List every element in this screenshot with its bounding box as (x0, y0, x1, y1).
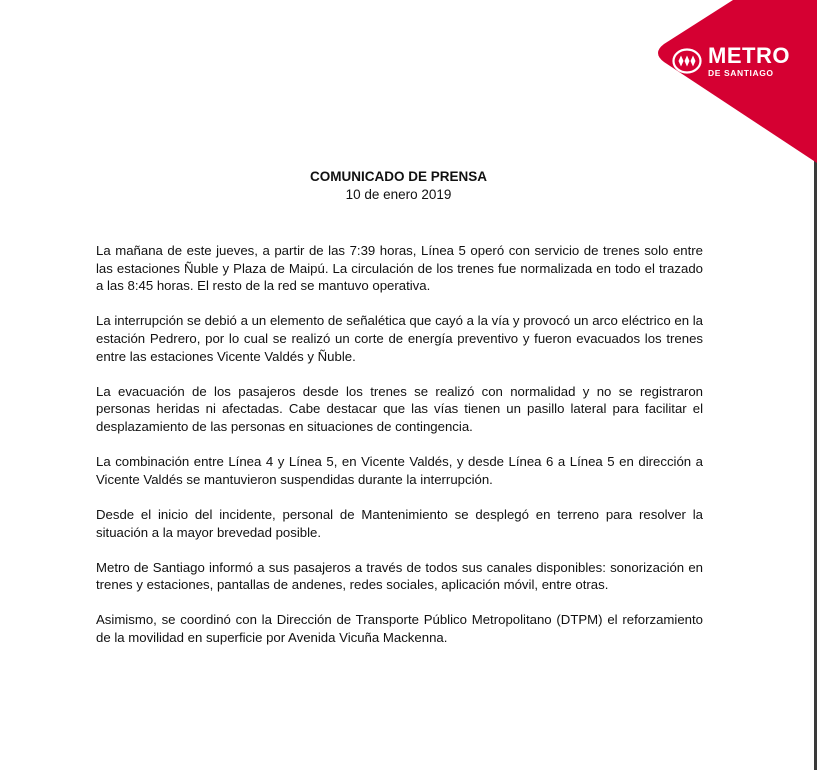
document-date: 10 de enero 2019 (345, 187, 452, 202)
logo-title: METRO (708, 42, 790, 68)
paragraph: Desde el inicio del incidente, personal de Mantenimiento se desplegó en terreno para resolver la situación a la mayor brevedad posible. (96, 506, 703, 540)
paragraph: Asimismo, se coordinó con la Dirección de Transporte Público Metropolitano (DTPM) el reforzamiento de la movilidad en superficie por Avenida Vicuña Mackenna. (96, 612, 703, 646)
brand-corner-shape (0, 0, 817, 180)
paragraph: La combinación entre Línea 4 y Línea 5, en Vicente Valdés, y desde Línea 6 a Línea 5 en dirección a Vicente Valdés se mantuvieron suspendidas durante la interrupción. (96, 454, 703, 487)
paragraph: Metro de Santiago informó a sus pasajeros a través de todos sus canales disponibles: sonorización en trenes y estaciones, pantallas de andenes, redes sociales, aplicación móvil, entre otras. (96, 559, 703, 593)
paragraph: La evacuación de los pasajeros desde los trenes se realizó con normalidad y no se registraron personas heridas ni afectadas. Cabe destacar que las vías tienen un pasillo lateral para facilitar el desplazamiento de las personas en situaciones de contingencia. (96, 383, 703, 434)
logo-subtitle: DE SANTIAGO (708, 67, 774, 78)
paragraph: La interrupción se debió a un elemento de señalética que cayó a la vía y provocó un arco eléctrico en la estación Pedrero, por lo cual se realizó un corte de energía preventivo y fueron evacuados los trenes entre las estaciones Vicente Valdés y Ñuble. (96, 313, 703, 364)
paragraph: La mañana de este jueves, a partir de las 7:39 horas, Línea 5 operó con servicio de trenes solo entre las estaciones Ñuble y Plaza de Maipú. La circulación de los trenes fue normalizada en todo el trazado a las 8:45 horas. El resto de la red se mantuvo operativa. (96, 243, 703, 294)
document-title: COMUNICADO DE PRENSA (309, 169, 487, 184)
document-body (96, 242, 703, 664)
brand-red-triangle (658, 0, 817, 163)
metro-logo (672, 44, 802, 78)
metro-logo-icon (672, 46, 702, 76)
